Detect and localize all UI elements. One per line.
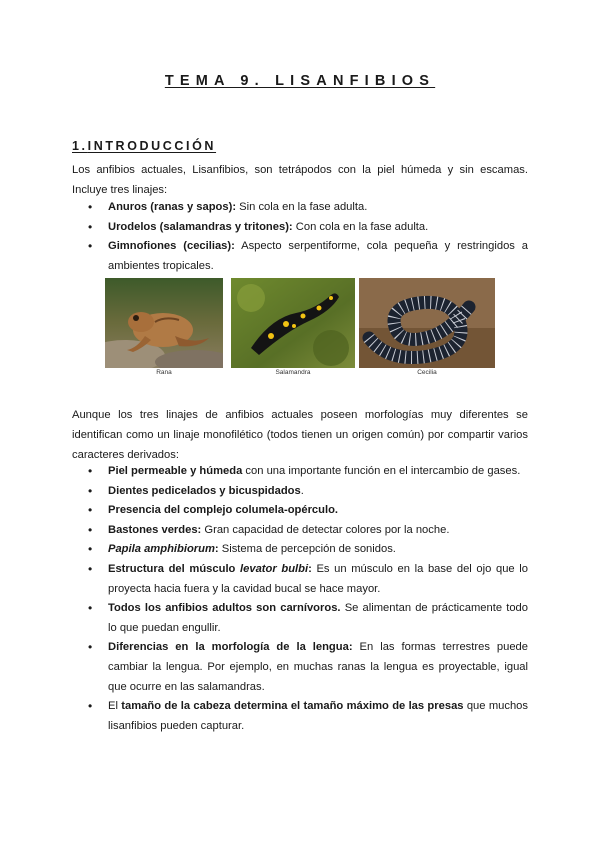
intro-paragraph: Los anfibios actuales, Lisanfibios, son tetrápodos con la piel húmeda y sin escamas. Incluye tres linajes: [72,164,528,196]
list-item-bold: Diferencias en la morfología de la lengua: [108,641,353,654]
caecilian-photo [359,278,495,368]
list-item-text: En las formas terrestres puede cambiar la lengua. Por ejemplo, en muchas ranas la lengua es proyectable, igual que ocurre en las salamandras. [108,641,528,693]
amphibian-figures [105,278,495,378]
list-item [72,599,528,638]
caecilian-caption: Cecilia [417,369,437,376]
list-item-bold: Bastones verdes: [108,523,202,536]
list-item [72,638,528,697]
section-name: INTRODUCCIÓN [87,139,217,153]
list-item-bold: tamaño de la cabeza determina el tamaño máximo de las presas [121,700,464,713]
list-item [72,560,528,599]
list-item-bold-suffix: : [308,562,312,575]
list-item [72,218,528,238]
list-item [72,462,528,482]
list-item-bold: Estructura del músculo [108,562,241,575]
list-item-bold-suffix: : [214,543,219,556]
traits-intro-paragraph: Aunque los tres linajes de anfibios actuales poseen morfologías muy diferentes se identifican como un linaje monofilético (todos tienen un origen común) por compartir varios caracteres derivados: [72,409,528,461]
list-item-text: con una importante función en el intercambio de gases. [242,465,521,477]
list-item-text: Es un músculo en la base del ojo que lo proyecta hacia fuera y la cavidad bucal se hace mayor. [108,562,528,595]
section-number: 1. [72,139,88,153]
list-item-text: . [300,484,304,497]
list-item-bold: Anuros (ranas y sapos): [108,201,237,213]
list-item-text: Sistema de percepción de sonidos. [218,543,396,556]
list-item [72,482,528,502]
salamander-caption: Salamandra [275,369,311,376]
list-item-bold: Todos los anfibios adultos son carnívoros. [108,602,341,615]
list-item-text: que muchos lisanfibios pueden capturar. [108,700,528,732]
list-item-bold: Presencia del complejo columela-opérculo. [108,504,339,517]
page-title: TEMA 9. LISANFIBIOS [164,73,436,89]
list-item-bold: Gimnofiones (cecilias): [108,240,235,253]
list-item [72,521,528,541]
list-item [72,237,528,276]
frog-caption: Rana [156,369,172,376]
traits-list [72,462,528,736]
list-item-bold: Dientes pedicelados y bicuspidados [108,484,301,497]
list-item [72,501,528,521]
section-title [72,139,216,153]
lineage-list [72,198,528,276]
list-item [72,198,528,218]
list-item-text: Se alimentan de prácticamente todo lo que puedan engullir. [108,602,528,634]
list-item-text: Con cola en la fase adulta. [292,220,429,233]
list-item-bold: Piel permeable y húmeda [108,465,243,477]
list-item-bold: Urodelos (salamandras y tritones): [108,220,293,233]
list-item-pre: El [108,700,122,713]
list-item [72,697,528,736]
frog-photo [105,278,223,368]
list-item [72,540,528,560]
salamander-photo [231,278,355,368]
list-item-text: Gran capacidad de detectar colores por la noche. [201,523,450,536]
list-item-text: Sin cola en la fase adulta. [236,201,368,213]
list-item-text: Aspecto serpentiforme, cola pequeña y restringidos a ambientes tropicales. [108,240,528,272]
list-item-italic: levator bulbi [240,562,309,575]
list-item-italic: Papila amphibiorum [108,543,215,556]
